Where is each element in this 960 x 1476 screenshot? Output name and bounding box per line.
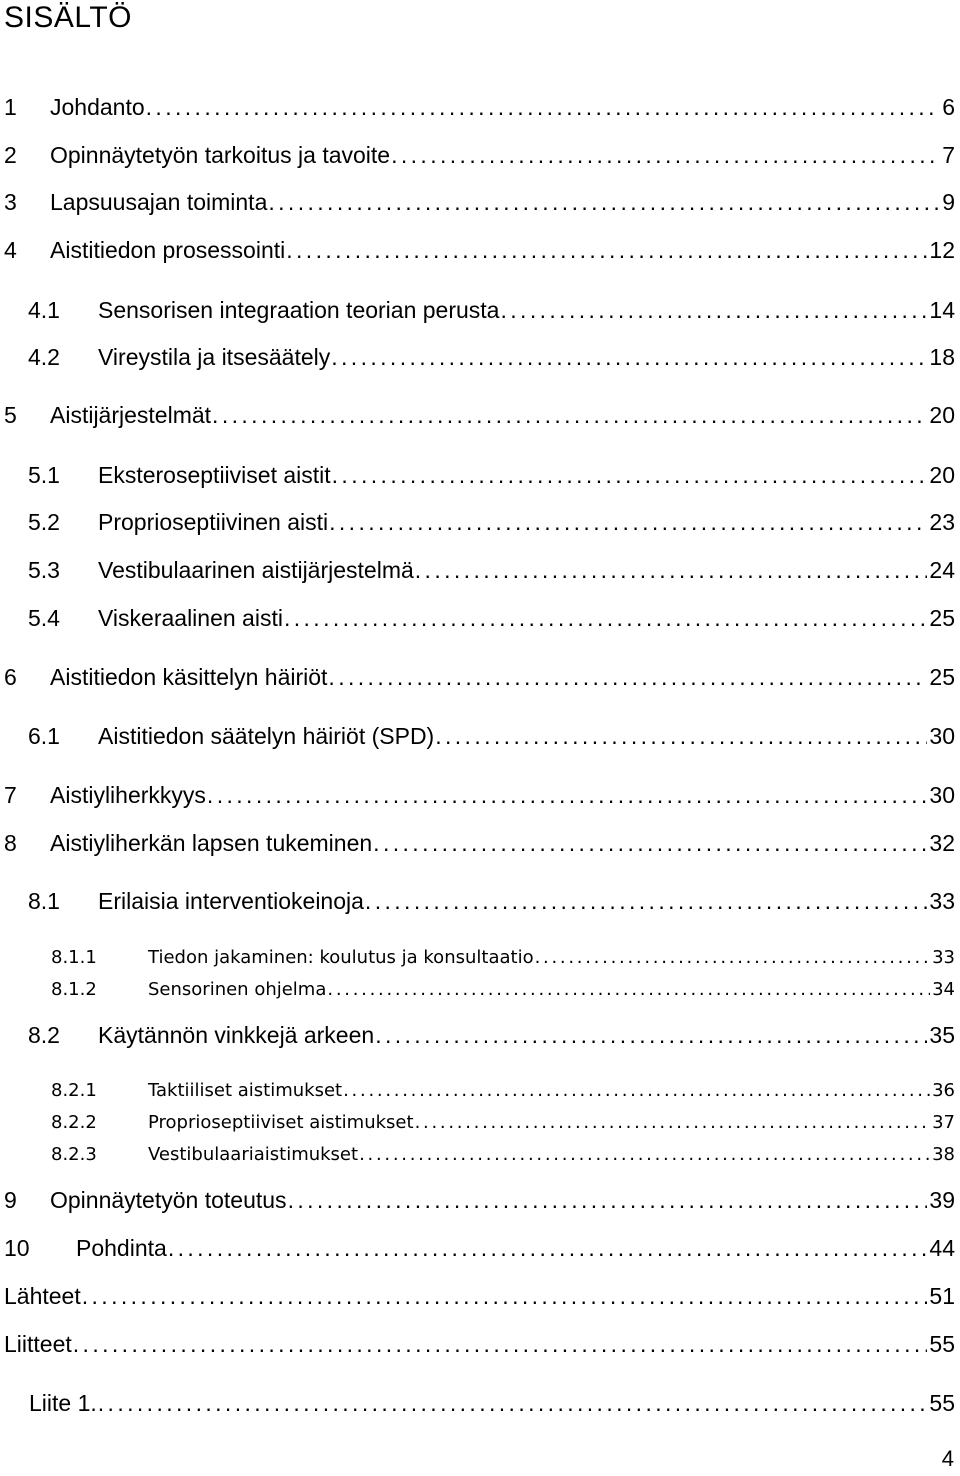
toc-entry-title: Viskeraalinen aisti — [98, 605, 283, 631]
dot-leader — [268, 187, 940, 217]
toc-entry-page: 33 — [929, 888, 955, 914]
toc-entry-number: 5 — [4, 402, 17, 428]
toc-entry-number: 7 — [4, 782, 17, 808]
dot-leader — [332, 460, 928, 490]
toc-entry-title: Aistiyliherkkyys — [50, 782, 206, 808]
toc-entry-page: 30 — [929, 723, 955, 749]
toc-entry-number: 6.1 — [28, 723, 60, 749]
dot-leader — [98, 1388, 928, 1418]
toc-entry-page: 23 — [929, 509, 955, 535]
toc-entry-title: Aistitiedon käsittelyn häiriöt — [50, 664, 328, 690]
toc-entry-8-1-1[interactable] — [51, 946, 955, 970]
dot-leader — [82, 1281, 928, 1311]
toc-entry-number: 8.1.1 — [51, 947, 97, 968]
toc-entry-page: 24 — [929, 557, 955, 583]
toc-entry-title: Opinnäytetyön toteutus — [50, 1187, 287, 1213]
toc-entry-9[interactable] — [4, 1185, 955, 1215]
toc-entry-title: Sensorisen integraation teorian perusta — [98, 297, 500, 323]
toc-entry-title: Aistitiedon prosessointi — [50, 237, 286, 263]
dot-leader — [391, 140, 940, 170]
toc-entry-page: 14 — [929, 297, 955, 323]
dot-leader — [375, 1020, 927, 1050]
toc-entry-page: 34 — [932, 979, 955, 1000]
toc-entry-title: Liite 1. — [29, 1390, 97, 1416]
toc-entry-number: 4 — [4, 237, 17, 263]
toc-entry-6[interactable] — [4, 662, 955, 692]
toc-entry-3[interactable] — [4, 187, 955, 217]
toc-entry-number: 8.1 — [28, 888, 60, 914]
toc-entry-page: 20 — [929, 462, 955, 488]
toc-entry-5-2[interactable] — [28, 507, 955, 537]
toc-entry-page: 39 — [929, 1187, 955, 1213]
toc-entry-10[interactable] — [4, 1233, 955, 1263]
toc-entry-number: 3 — [4, 189, 17, 215]
toc-entry-number: 8.2.2 — [51, 1112, 97, 1133]
dot-leader — [331, 342, 927, 372]
dot-leader — [373, 828, 927, 858]
toc-entry-5-4[interactable] — [28, 603, 955, 633]
toc-entry-title: Vestibulaariaistimukset — [148, 1144, 359, 1165]
toc-entry-title: Tiedon jakaminen: koulutus ja konsultaatio — [148, 947, 534, 968]
toc-entry-title: Aistitiedon säätelyn häiriöt (SPD) — [98, 723, 435, 749]
dot-leader — [327, 978, 930, 1002]
toc-entry-title: Liitteet — [4, 1331, 72, 1357]
toc-entry-page: 20 — [929, 402, 955, 428]
toc-entry-page: 44 — [929, 1235, 955, 1261]
toc-entry-7[interactable] — [4, 780, 955, 810]
dot-leader — [435, 721, 927, 751]
toc-entry-1[interactable] — [4, 92, 955, 122]
page-number: 4 — [941, 1446, 954, 1471]
toc-entry-title: Käytännön vinkkejä arkeen — [98, 1022, 375, 1048]
dot-leader — [535, 946, 931, 970]
toc-entry-title: Lähteet — [4, 1283, 81, 1309]
toc-entry-page: 55 — [929, 1390, 955, 1416]
toc-entry-title: Proprioseptiivinen aisti — [98, 509, 329, 535]
toc-entry-number: 1 — [4, 94, 17, 120]
toc-entry-title: Johdanto — [50, 94, 145, 120]
toc-entry-number: 8.2 — [28, 1022, 60, 1048]
toc-entry-title: Vestibulaarinen aistijärjestelmä — [98, 557, 414, 583]
toc-entry-title: Lapsuusajan toiminta — [50, 189, 268, 215]
dot-leader — [207, 780, 927, 810]
toc-entry-title: Pohdinta — [76, 1235, 167, 1261]
toc-entry-8-2-2[interactable] — [51, 1111, 955, 1135]
toc-entry-4[interactable] — [4, 235, 955, 265]
toc-entry-page: 35 — [929, 1022, 955, 1048]
toc-entry-appendix-1[interactable] — [29, 1388, 955, 1418]
toc-entry-number: 8.2.1 — [51, 1080, 97, 1101]
toc-entry-title: Erilaisia interventiokeinoja — [98, 888, 364, 914]
dot-leader — [286, 235, 927, 265]
toc-entry-5-3[interactable] — [28, 555, 955, 585]
toc-entry-8-1-2[interactable] — [51, 978, 955, 1002]
dot-leader — [284, 603, 927, 633]
toc-entry-title: Opinnäytetyön tarkoitus ja tavoite — [50, 142, 391, 168]
dot-leader — [415, 1111, 931, 1135]
dot-leader — [73, 1329, 928, 1359]
toc-entry-number: 4.1 — [28, 297, 60, 323]
dot-leader — [500, 295, 927, 325]
toc-entry-page: 25 — [929, 664, 955, 690]
toc-entry-page: 37 — [932, 1112, 955, 1133]
toc-entry-page: 51 — [929, 1283, 955, 1309]
toc-entry-4-2[interactable] — [28, 342, 955, 372]
dot-leader — [329, 507, 927, 537]
toc-entry-number: 6 — [4, 664, 17, 690]
toc-entry-6-1[interactable] — [28, 721, 955, 751]
dot-leader — [343, 1079, 930, 1103]
toc-entry-number: 5.1 — [28, 462, 60, 488]
toc-entry-number: 4.2 — [28, 344, 60, 370]
dot-leader — [168, 1233, 928, 1263]
toc-entry-page: 32 — [929, 830, 955, 856]
toc-entry-title: Eksteroseptiiviset aistit — [98, 462, 331, 488]
toc-entry-page: 12 — [929, 237, 955, 263]
dot-leader — [415, 555, 928, 585]
toc-entry-8-2-3[interactable] — [51, 1143, 955, 1167]
dot-leader — [288, 1185, 928, 1215]
toc-entry-number: 5.2 — [28, 509, 60, 535]
toc-entry-5[interactable] — [4, 400, 955, 430]
toc-entry-number: 9 — [4, 1187, 17, 1213]
dot-leader — [212, 400, 927, 430]
toc-entry-page: 7 — [942, 142, 955, 168]
page-title: SISÄLTÖ — [4, 1, 132, 34]
dot-leader — [146, 92, 941, 122]
toc-entry-number: 8.2.3 — [51, 1144, 97, 1165]
toc-entry-8-1[interactable] — [28, 886, 955, 916]
toc-entry-number: 5.3 — [28, 557, 60, 583]
toc-entry-page: 6 — [942, 94, 955, 120]
toc-entry-number: 8 — [4, 830, 17, 856]
toc-entry-title: Vireystila ja itsesäätely — [98, 344, 331, 370]
toc-entry-page: 18 — [929, 344, 955, 370]
toc-entry-8-2[interactable] — [28, 1020, 955, 1050]
toc-entry-references[interactable] — [4, 1281, 955, 1311]
toc-entry-5-1[interactable] — [28, 460, 955, 490]
toc-entry-title: Aistiyliherkän lapsen tukeminen — [50, 830, 373, 856]
toc-entry-title: Sensorinen ohjelma — [148, 979, 327, 1000]
toc-entry-page: 9 — [942, 189, 955, 215]
toc-entry-page: 30 — [929, 782, 955, 808]
toc-entry-8-2-1[interactable] — [51, 1079, 955, 1103]
toc-entry-title: Proprioseptiiviset aistimukset — [148, 1112, 414, 1133]
toc-entry-2[interactable] — [4, 140, 955, 170]
dot-leader — [365, 886, 927, 916]
toc-entry-page: 55 — [929, 1331, 955, 1357]
toc-entry-number: 10 — [4, 1235, 30, 1261]
toc-entry-appendices[interactable] — [4, 1329, 955, 1359]
toc-entry-8[interactable] — [4, 828, 955, 858]
toc-entry-title: Taktiiliset aistimukset — [148, 1080, 343, 1101]
toc-entry-number: 2 — [4, 142, 17, 168]
toc-entry-page: 36 — [932, 1080, 955, 1101]
toc-entry-number: 5.4 — [28, 605, 60, 631]
toc-entry-4-1[interactable] — [28, 295, 955, 325]
dot-leader — [328, 662, 927, 692]
toc-entry-page: 25 — [929, 605, 955, 631]
toc-entry-page: 38 — [932, 1144, 955, 1165]
toc-entry-title: Aistijärjestelmät — [50, 402, 212, 428]
toc-entry-page: 33 — [932, 947, 955, 968]
dot-leader — [359, 1143, 930, 1167]
toc-entry-number: 8.1.2 — [51, 979, 97, 1000]
